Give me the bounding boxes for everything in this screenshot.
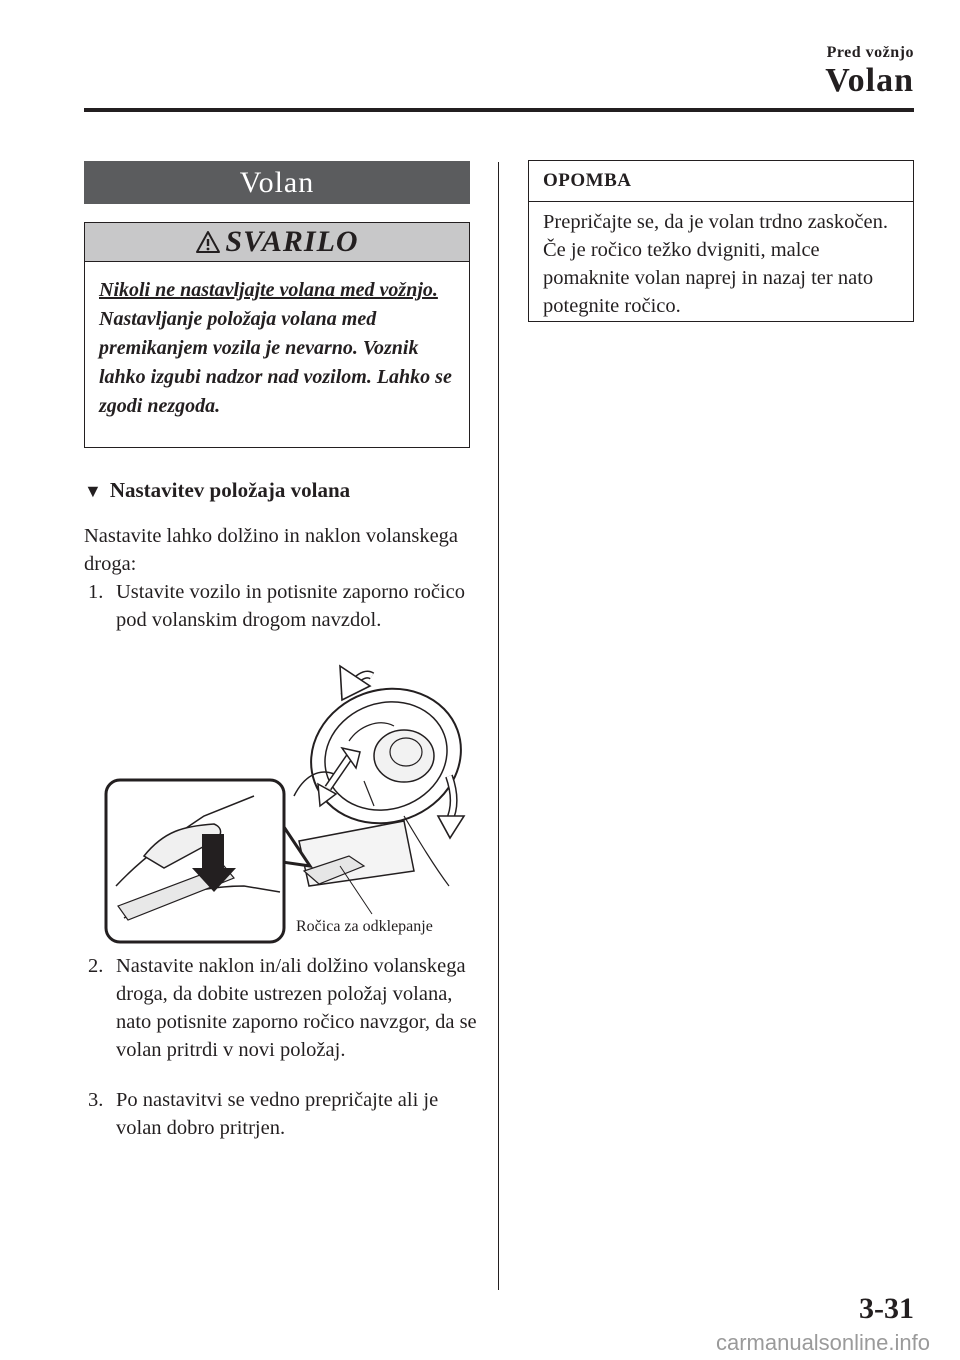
step-number: 1. — [88, 581, 104, 603]
page-header-title: Volan — [825, 62, 914, 99]
warning-body — [85, 262, 469, 421]
step-number: 3. — [88, 1089, 104, 1111]
warning-text: Nastavljanje položaja volana med premikanjem vozila je nevarno. Voznik lahko izgubi nadzor nad vozilom. Lahko se zgodi nezgoda. — [99, 308, 452, 417]
page-number: 3-31 — [859, 1292, 914, 1325]
triangle-marker-icon: ▼ — [84, 481, 102, 501]
column-divider — [498, 162, 499, 1290]
step-item — [84, 1086, 484, 1142]
figure-caption: Ročica za odklepanje — [296, 918, 433, 935]
subheading — [84, 478, 350, 503]
watermark-text: carmanualsonline.info — [715, 1330, 930, 1355]
section-title: Volan — [239, 165, 315, 199]
step-text: Po nastavitvi se vedno prepričajte ali je volan dobro pritrjen. — [116, 1089, 439, 1139]
section-title-bar — [84, 161, 470, 204]
steering-wheel-illustration — [104, 656, 468, 946]
warning-title: SVARILO — [225, 225, 359, 258]
subheading-title: Nastavitev položaja volana — [109, 478, 351, 502]
note-body: Prepričajte se, da je volan trdno zaskočen. Če je ročico težko dvigniti, malce pomaknite volan naprej in nazaj ter nato potegnite ročico. — [543, 211, 888, 317]
step-item — [84, 578, 484, 634]
header-rule — [84, 108, 914, 112]
warning-lead-text: Nikoli ne nastavljajte volana med vožnjo. — [99, 279, 438, 301]
intro-paragraph: Nastavite lahko dolžino in naklon volanskega droga: — [84, 525, 459, 575]
step-number: 2. — [88, 955, 104, 977]
chapter-label: Pred vožnjo — [826, 44, 914, 61]
note-title: OPOMBA — [543, 170, 632, 191]
step-text: Ustavite vozilo in potisnite zaporno ročico pod volanskim drogom navzdol. — [116, 581, 465, 631]
warning-box — [84, 222, 470, 448]
steering-column-drawing — [104, 656, 468, 946]
step-item — [84, 952, 484, 1064]
warning-triangle-icon — [195, 230, 221, 254]
warning-header — [85, 223, 469, 262]
note-header — [529, 161, 913, 202]
note-box — [528, 160, 914, 322]
step-text: Nastavite naklon in/ali dolžino volanskega droga, da dobite ustrezen položaj volana, nato potisnite zaporno ročico navzgor, da se volan pritrdi v novi položaj. — [116, 955, 477, 1061]
